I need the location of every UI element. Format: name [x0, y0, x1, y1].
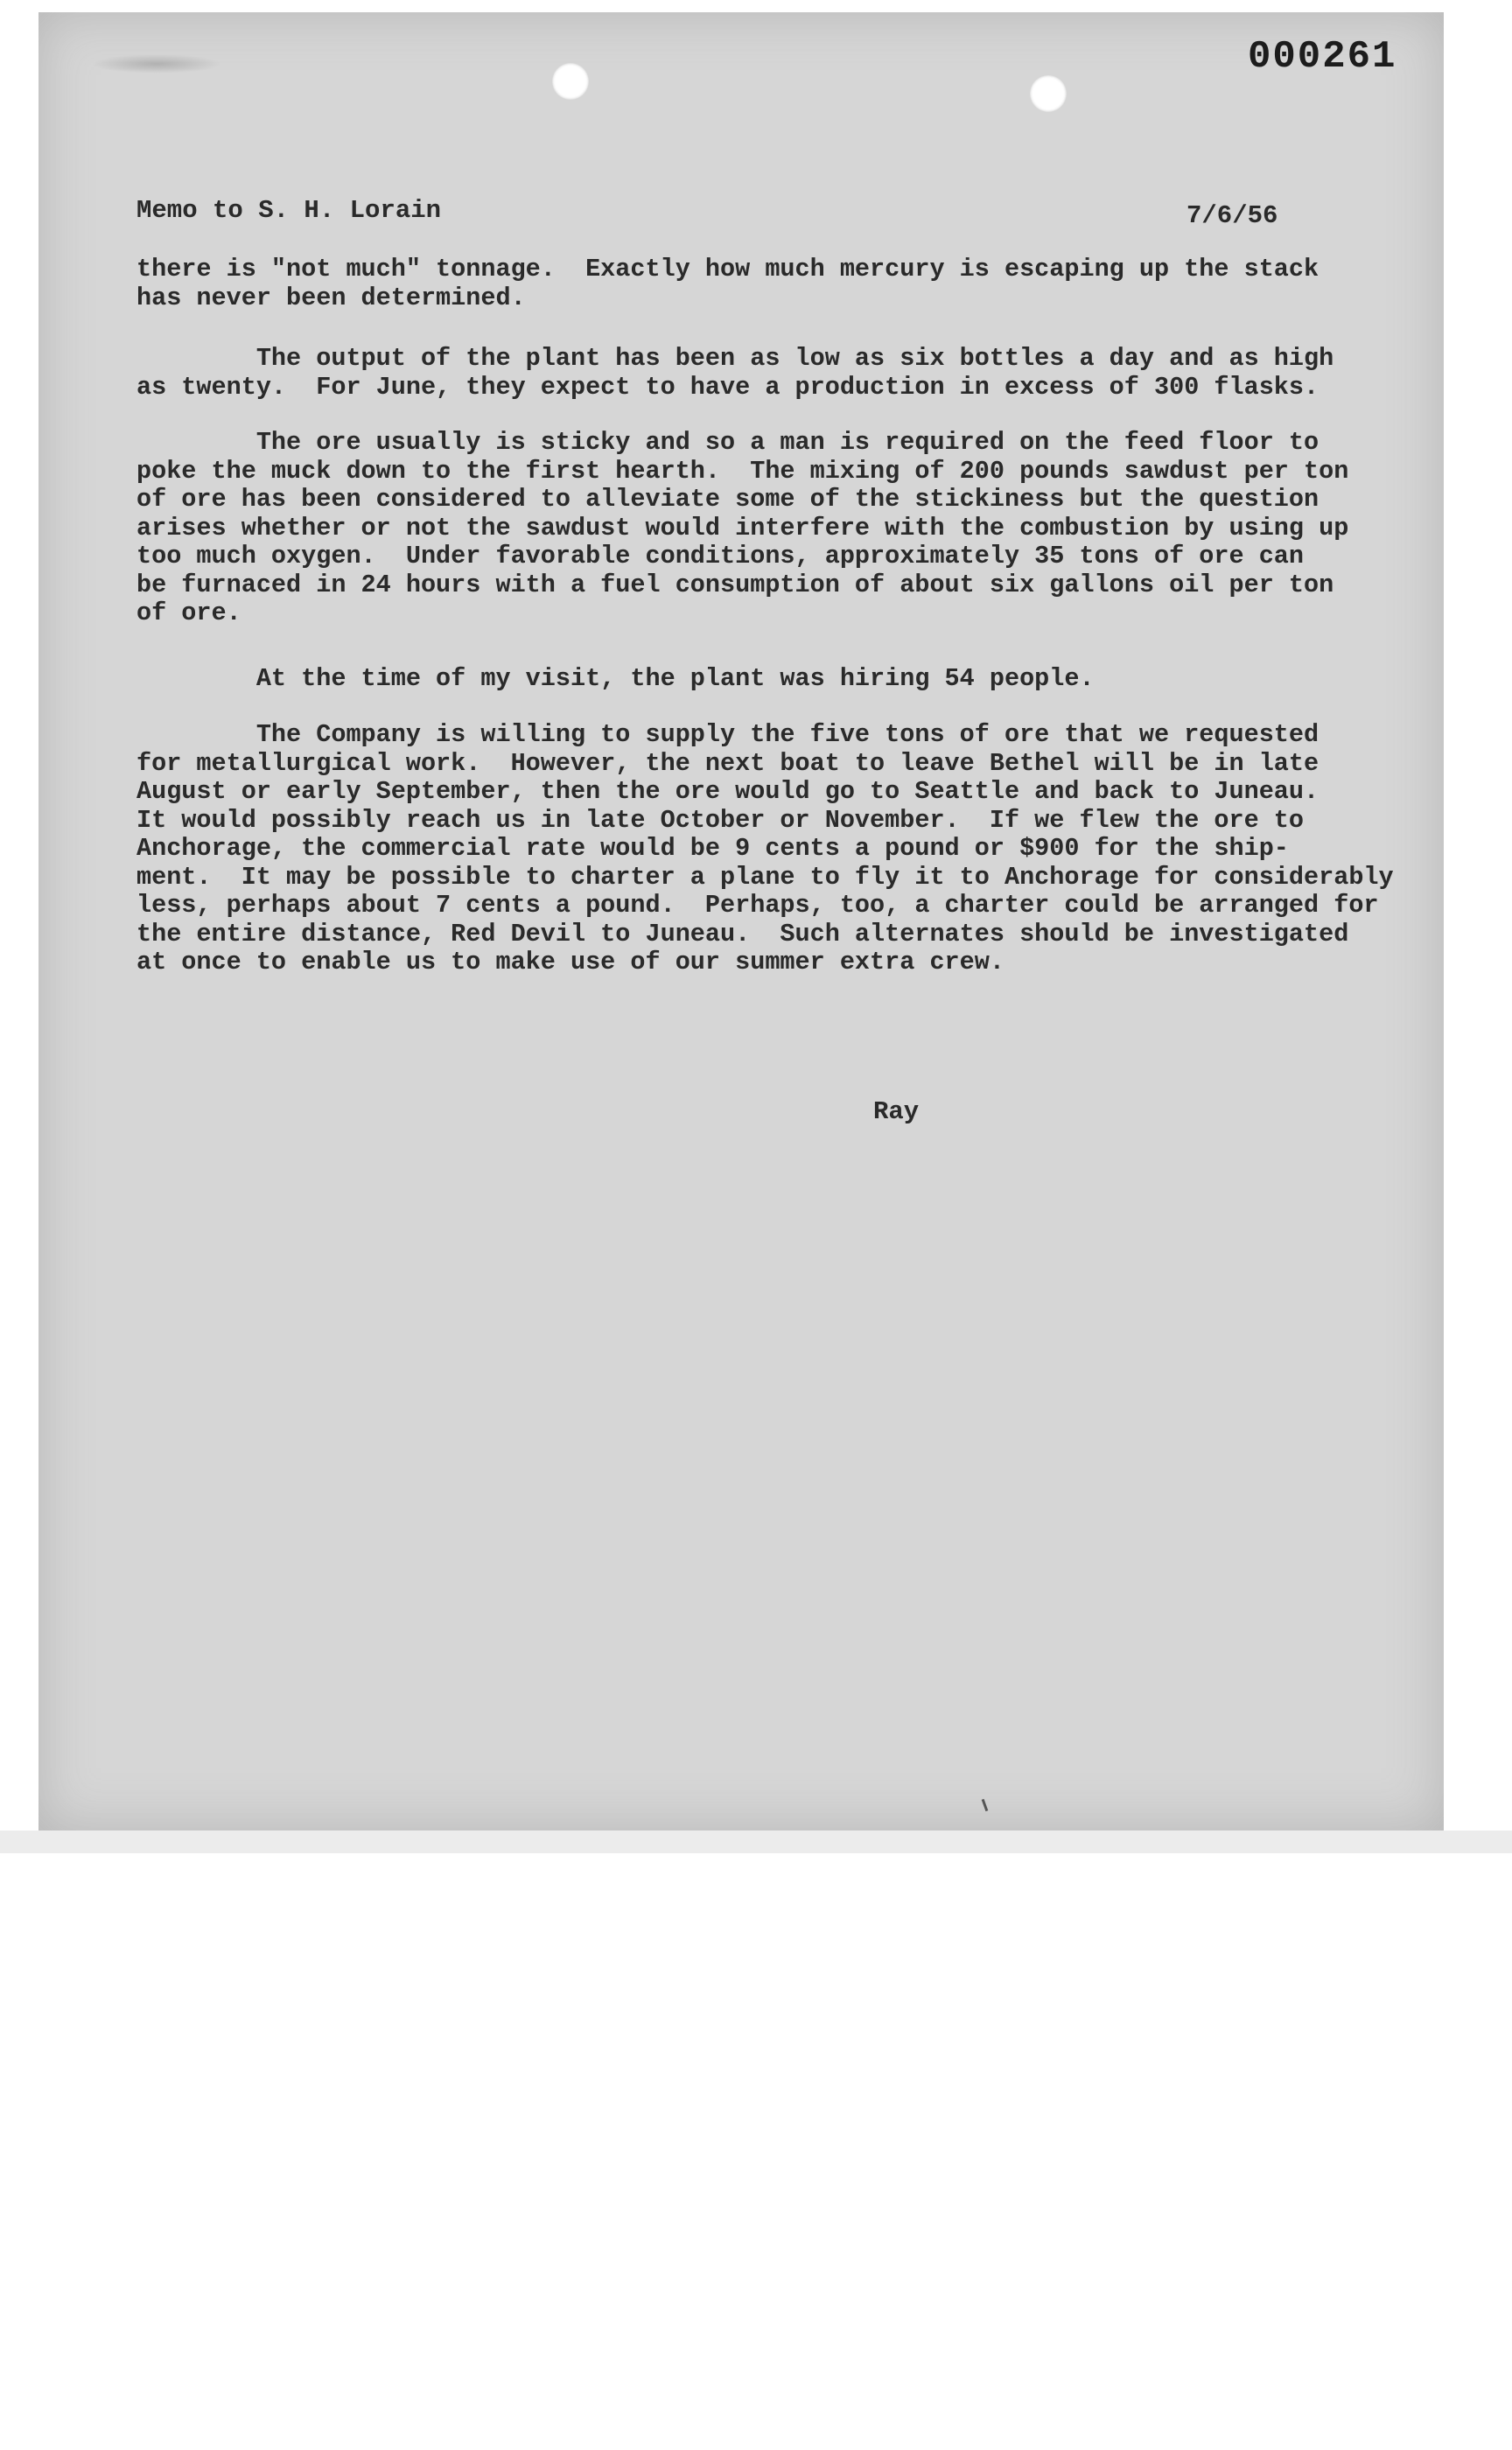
scan-edge: [0, 1830, 1512, 1853]
signature: Ray: [873, 1097, 920, 1126]
memo-date: 7/6/56: [1186, 201, 1278, 230]
punch-hole-left: [552, 63, 589, 100]
punch-hole-right: [1030, 75, 1067, 112]
paragraph-1: there is "not much" tonnage. Exactly how much mercury is escaping up the stack has never been determined.: [136, 255, 1320, 312]
paragraph-3: The ore usually is sticky and so a man is required on the feed floor to poke the muck down to the first hearth. The mixing of 200 pounds sawdust per ton of ore has been considered to alleviate some of the stickiness but the question arises whether or not the sawdust would interfere with the combustion by using up too much oxygen. Under favorable conditions, approximately 35 tons of ore can be furnaced in 24 hours with a fuel consumption of about six gallons oil per ton of ore.: [136, 428, 1349, 627]
memo-recipient: Memo to S. H. Lorain: [136, 196, 442, 225]
pen-mark: [982, 1799, 989, 1811]
paragraph-2: The output of the plant has been as low as six bottles a day and as high as twenty. For June, they expect to have a production in excess of 300 flasks.: [136, 344, 1334, 402]
paragraph-5: The Company is willing to supply the five tons of ore that we requested for metallurgical work. However, the next boat to leave Bethel will be in late August or early September, then the ore would go to Seattle and back to Juneau. It would possibly reach us in late October or November. If we flew the ore to Anchorage, the commercial rate would be 9 cents a pound or $900 for the ship- ment. It may be possible to charter a plane to fly it to Anchorage for considerably less, perhaps about 7 cents a pound. Perhaps, too, a charter could be arranged for the entire distance, Red Devil to Juneau. Such alternates should be investigated at once to enable us to make use of our summer extra crew.: [136, 720, 1394, 976]
document-number: 000261: [1248, 35, 1397, 79]
paragraph-4: At the time of my visit, the plant was hiring 54 people.: [136, 664, 1095, 693]
ink-smudge: [91, 54, 222, 74]
